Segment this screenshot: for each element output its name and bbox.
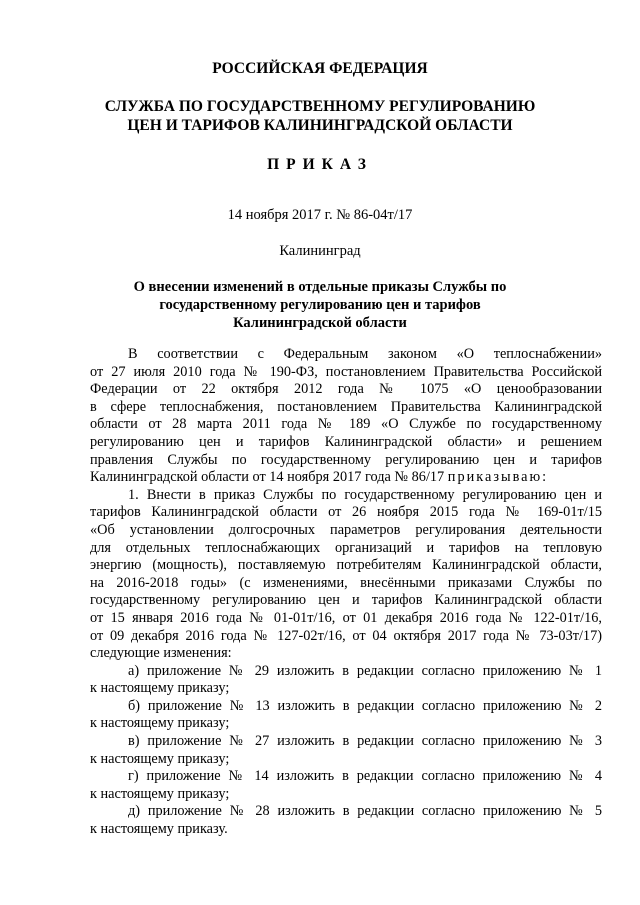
body-line: регулированию цен и тарифов Калининградской области» и решением [90, 433, 602, 450]
list-item [90, 768, 602, 803]
body-line: «Об установлении долгосрочных параметров регулирования деятельности [90, 521, 602, 538]
body-line: для отдельных теплоснабжающих организаций и тарифов на тепловую [90, 539, 602, 556]
body-line: В соответствии с Федеральным законом «О теплоснабжении» [128, 346, 602, 362]
agency-line-2: ЦЕН И ТАРИФОВ КАЛИНИНГРАДСКОЙ ОБЛАСТИ [127, 117, 513, 134]
body-line: тарифов Калининградской области от 26 ноября 2015 года № 169-01т/15 [90, 504, 602, 521]
body-line: от 15 января 2016 года № 01-01т/16, от 01 декабря 2016 года № 122-01т/16, [90, 609, 602, 626]
body-line: правления Службы по государственному регулированию цен и тарифов [90, 451, 602, 468]
body-line: 1. Внести в приказ Службы по государственному регулированию цен и [128, 486, 602, 503]
date-number: 14 ноября 2017 г. № 86-04т/17 [227, 207, 413, 223]
subitem-cont: к настоящему приказу. [90, 821, 228, 838]
subject-line-1: О внесении изменений в отдельные приказы Службы по [133, 279, 507, 295]
body-line: в сфере теплоснабжения, постановлением Правительства Калининградской [90, 398, 602, 415]
body-line: от 27 июля 2010 года № 190-ФЗ, постановлением Правительства Российской [90, 363, 602, 380]
agency-heading [0, 97, 640, 135]
body-line: области от 28 марта 2011 года № 189 «О Службе по государственному [90, 416, 602, 433]
subitem-cont: к настоящему приказу; [90, 785, 230, 802]
subitems-list [90, 663, 602, 839]
body-line [90, 469, 602, 487]
subitem-text: г) приложение № 14 изложить в редакции согласно приложению № 4 [128, 768, 602, 785]
body-line: от 09 декабря 2016 года № 127-02т/16, от 04 октября 2017 года № 73-03т/17) [90, 627, 602, 644]
subitem-cont: к настоящему приказу; [90, 680, 230, 697]
body-line: государственному регулированию цен и тарифов Калининградской области [90, 592, 602, 609]
body-line: энергию (мощность), поставляемую потребителям Калининградской области, [90, 557, 602, 574]
order-body [90, 346, 602, 839]
body-line: Федерации от 22 октября 2012 года № 1075 «О ценообразовании [90, 381, 602, 398]
subject-line-2: государственному регулированию цен и тарифов [159, 297, 481, 313]
subitem-cont: к настоящему приказу; [90, 750, 230, 767]
subitem-text: б) приложение № 13 изложить в редакции согласно приложению № 2 [128, 697, 602, 714]
subitem-text: в) приложение № 27 изложить в редакции согласно приложению № 3 [128, 733, 602, 750]
list-item [90, 733, 602, 768]
body-line: следующие изменения: [90, 645, 232, 662]
agency-line-1: СЛУЖБА ПО ГОСУДАРСТВЕННОМУ РЕГУЛИРОВАНИЮ [104, 98, 536, 115]
doc-type-heading: ПРИКАЗ [267, 156, 373, 173]
subitem-text: д) приложение № 28 изложить в редакции согласно приложению № 5 [128, 803, 602, 820]
subitem-cont: к настоящему приказу; [90, 715, 230, 732]
subject-line-3: Калининградской области [233, 315, 407, 331]
list-item [90, 803, 602, 838]
preamble-paragraph [90, 346, 602, 487]
list-item [90, 698, 602, 733]
subject-title [0, 278, 640, 332]
subitem-text: а) приложение № 29 изложить в редакции согласно приложению № 1 [128, 662, 602, 679]
country-heading: РОССИЙСКАЯ ФЕДЕРАЦИЯ [212, 60, 428, 77]
list-item [90, 663, 602, 698]
city-name: Калининград [279, 243, 361, 259]
decree-word: приказываю: [447, 469, 549, 486]
preamble-last-text: Калининградской области от 14 ноября 2017 года № 86/17 [90, 469, 448, 486]
body-line: на 2016-2018 годы» (с изменениями, внесёнными приказами Службы по [90, 574, 602, 591]
item-1-paragraph [90, 487, 602, 663]
